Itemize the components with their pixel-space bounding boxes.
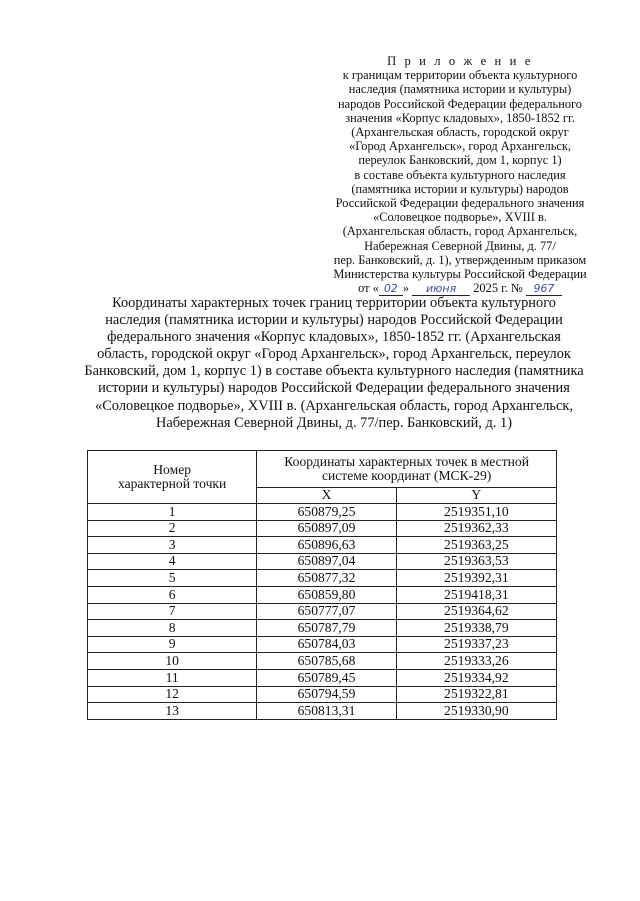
cell-x: 650897,04: [257, 553, 396, 570]
cell-x: 650877,32: [257, 570, 396, 587]
cell-y: 2519392,31: [396, 570, 556, 587]
cell-x: 650789,45: [257, 669, 396, 686]
cell-point: 4: [88, 553, 257, 570]
coordinates-table: [87, 450, 557, 720]
heading-line: наследия (памятника истории и культуры) народов Российской Федерации: [105, 312, 563, 329]
heading-line: истории и культуры) народов Российской Федерации федерального значения: [98, 380, 570, 397]
appendix-line: «Соловецкое подворье», XVIII в.: [373, 210, 547, 225]
heading-line: «Соловецкое подворье», XVIII в. (Архангельская область, город Архангельск,: [95, 397, 573, 414]
appendix-line: (памятника истории и культуры) народов: [351, 181, 569, 196]
order-prefix: от «: [358, 281, 379, 296]
cell-point: 8: [88, 620, 257, 637]
header-point-line: характерной точки: [117, 476, 227, 491]
table-row: [88, 703, 557, 720]
cell-point: 5: [88, 570, 257, 587]
table-row: [88, 537, 557, 554]
cell-x: 650794,59: [257, 686, 396, 703]
header-coords-line: Координаты характерных точек в местной: [284, 453, 529, 469]
appendix-line: народов Российской Федерации федерального: [338, 96, 582, 111]
cell-y: 2519364,62: [396, 603, 556, 620]
table-row: [88, 653, 557, 670]
cell-y: 2519362,33: [396, 520, 556, 537]
table-row: [88, 620, 557, 637]
cell-point: 10: [88, 653, 257, 670]
appendix-line: (Архангельская область, город Архангельск,: [342, 224, 578, 239]
header-y: Y: [396, 488, 556, 504]
order-month-handwritten: июня: [412, 283, 470, 296]
cell-point: 7: [88, 603, 257, 620]
cell-x: 650879,25: [257, 504, 396, 521]
cell-x: 650777,07: [257, 603, 396, 620]
cell-x: 650896,63: [257, 537, 396, 554]
appendix-line: к границам территории объекта культурного: [342, 68, 578, 83]
header-point-number: [88, 451, 257, 504]
table-row: [88, 553, 557, 570]
cell-point: 1: [88, 504, 257, 521]
cell-point: 13: [88, 703, 257, 720]
document-heading: [80, 295, 588, 432]
appendix-title: П р и л о ж е н и е: [387, 54, 533, 68]
cell-point: 12: [88, 686, 257, 703]
appendix-line: в составе объекта культурного наследия: [354, 167, 566, 182]
cell-y: 2519418,31: [396, 586, 556, 603]
cell-y: 2519322,81: [396, 686, 556, 703]
table-row: [88, 603, 557, 620]
header-coords-line: системе координат (МСК-29): [321, 468, 492, 483]
order-year: 2025 г. №: [473, 281, 523, 296]
cell-point: 2: [88, 520, 257, 537]
cell-point: 3: [88, 537, 257, 554]
table-row: [88, 520, 557, 537]
cell-x: 650785,68: [257, 653, 396, 670]
appendix-line: наследия (памятника истории и культуры): [348, 82, 572, 97]
appendix-block: [318, 54, 602, 296]
order-number-handwritten: 967: [526, 283, 562, 296]
appendix-line: значения «Корпус кладовых», 1850-1852 гг.: [345, 110, 575, 125]
cell-point: 6: [88, 586, 257, 603]
cell-y: 2519337,23: [396, 636, 556, 653]
cell-y: 2519333,26: [396, 653, 556, 670]
header-coordinates: [257, 451, 557, 488]
cell-y: 2519351,10: [396, 504, 556, 521]
cell-point: 11: [88, 669, 257, 686]
table-row: [88, 504, 557, 521]
cell-x: 650787,79: [257, 620, 396, 637]
cell-y: 2519330,90: [396, 703, 556, 720]
table-row: [88, 570, 557, 587]
appendix-line: Министерства культуры Российской Федерации: [333, 267, 587, 282]
table-row: [88, 636, 557, 653]
order-mid: »: [402, 281, 410, 296]
order-day-handwritten: 02: [379, 283, 403, 296]
cell-x: 650859,80: [257, 586, 396, 603]
cell-y: 2519338,79: [396, 620, 556, 637]
cell-point: 9: [88, 636, 257, 653]
appendix-line: пер. Банковский, д. 1), утвержденным приказом: [333, 252, 587, 267]
appendix-line: «Город Архангельск», город Архангельск,: [349, 139, 571, 154]
cell-y: 2519363,25: [396, 537, 556, 554]
heading-line: Набережная Северной Двины, д. 77/пер. Банковский, д. 1): [155, 414, 513, 431]
cell-y: 2519334,92: [396, 669, 556, 686]
appendix-line: (Архангельская область, городской округ: [351, 125, 569, 140]
heading-line: Банковский, дом 1, корпус 1) в составе объекта культурного наследия (памятника: [84, 363, 584, 380]
cell-x: 650897,09: [257, 520, 396, 537]
header-x: X: [257, 488, 396, 504]
cell-x: 650784,03: [257, 636, 396, 653]
table-row: [88, 669, 557, 686]
header-point-line: Номер: [153, 461, 192, 477]
heading-line: федерального значения «Корпус кладовых», 1850-1852 гг. (Архангельская: [107, 329, 561, 346]
table-row: [88, 586, 557, 603]
appendix-line: Набережная Северной Двины, д. 77/: [364, 238, 556, 253]
order-date-line: [318, 281, 602, 296]
heading-line: область, городской округ «Город Архангельск», город Архангельск, переулок: [97, 346, 571, 363]
cell-y: 2519363,53: [396, 553, 556, 570]
heading-line: Координаты характерных точек границ территории объекта культурного: [112, 295, 556, 311]
appendix-line: Российской Федерации федерального значения: [335, 196, 585, 211]
cell-x: 650813,31: [257, 703, 396, 720]
appendix-line: переулок Банковский, дом 1, корпус 1): [358, 153, 562, 168]
table-row: [88, 686, 557, 703]
